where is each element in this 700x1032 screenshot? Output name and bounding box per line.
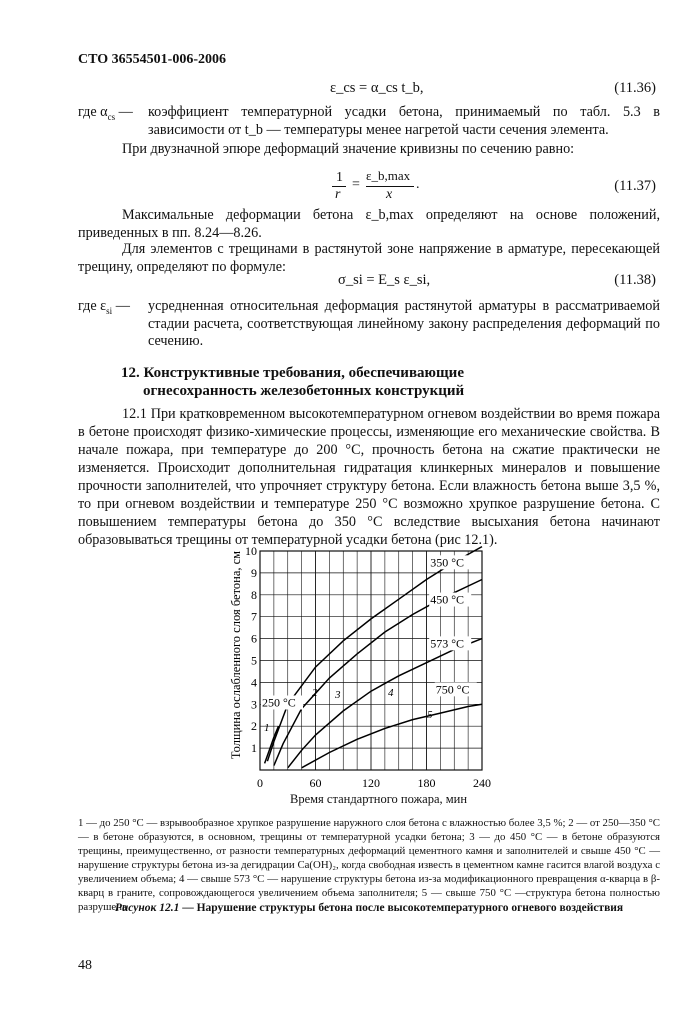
temperature-label-2: 350 °С [430, 555, 465, 570]
section-title-line1: 12. Конструктивные требования, обеспечивающие [121, 365, 464, 381]
epsilon-definition: усредненная относительная деформация растянутой арматуры в рассматриваемой стадии расчета, соответствующая линейному закону распределения деформаций по сечению. [148, 298, 660, 349]
where-label-alpha: где $\alpha_{cs}$ — [78, 104, 133, 122]
figure-caption-legend: 1 — до 250 °С — взрывообразное хрупкое разрушение наружного слоя бетона с влажностью более 3,5 %; 2 — от 250—350 °С — в бетоне образуются, в основном, трещины от температурной усадки бетона; 3 — до 450 °С — в бетоне образуются трещины, преимущественно, от разности температурных деформаций цементного камня и заполнителей и свыше 450 °С — нарушение структуры бетона из-за дегидрации Са(ОН)₂, когда свободная известь в цементном камне гасится влагой воздуха с увеличением объема; 4 — свыше 573 °С — нарушение структуры бетона из-за модификационного превращения α-кварца в β-кварц в граните, сопровождающегося увеличением объема заполнителя; 5 — свыше 750 °С —структура бетона полностью разрушена [78, 817, 660, 913]
paragraph-12-1: 12.1 При кратковременном высокотемпературном огневом воздействии во время пожара в бетоне происходят физико-химические процессы, изменяющие его механические свойства. В начале пожара, при температуре до 200 °С, прочность бетона на сжатие практически не изменяется. Происходит дополнительная гидратация клинкерных минералов и повышение прочности заполнителей, что упрочняет структуру бетона. Если влажность бетона выше 3,5 %, то при огневом воздействии и температуре 250 °С возможно хрупкое разрушение бетона. С повышением температуры бетона до 350 °С вследствие высыхания бетона начинают образовываться трещины от температурной усадки бетона (рис 12.1). [78, 406, 660, 548]
fraction-rhs-denominator: x [386, 187, 393, 202]
temperature-labels [261, 555, 477, 709]
x-tick-label: 240 [473, 776, 491, 790]
where-label-epsilon: где $\varepsilon_{si}$ — [78, 298, 130, 316]
curve-label-2: 2 [312, 687, 318, 699]
figure-12-1-chart [226, 543, 516, 813]
paragraph-cracks: Для элементов с трещинами в растянутой зоне напряжение в арматуре, пересекающей трещину, определяют по формуле: [78, 241, 660, 275]
equation-number-11-38: (11.38) [614, 272, 656, 288]
equation-11-37 [332, 166, 422, 206]
fraction-rhs-numerator: ε_b,max [366, 168, 411, 183]
y-tick-label: 2 [251, 719, 257, 734]
x-tick-label: 0 [257, 776, 263, 790]
y-tick-label: 10 [245, 544, 257, 558]
section-title-line2: огнесохранность железобетонных конструкций [143, 383, 465, 399]
temperature-label-3: 450 °С [430, 592, 465, 607]
y-tick-label: 9 [251, 565, 257, 580]
paragraph-max-deformation: Максимальные деформации бетона ε_b,max определяют на основе положений, приведенных в пп. 8.24—8.26. [78, 207, 660, 241]
y-tick-labels [245, 544, 257, 755]
section-heading [121, 364, 464, 400]
series-line-2 [267, 547, 482, 762]
fraction-lhs-numerator: 1 [336, 170, 343, 185]
y-tick-label: 5 [251, 653, 257, 668]
chart-grid [260, 551, 482, 770]
series-line-5 [302, 704, 482, 768]
temperature-label-4: 573 °С [430, 636, 465, 651]
paragraph-curvature: При двузначной эпюре деформаций значение кривизны по сечению равно: [122, 141, 575, 157]
x-tick-label: 120 [362, 776, 380, 790]
page-number: 48 [78, 958, 92, 973]
y-tick-label: 1 [251, 741, 257, 756]
x-tick-label: 180 [417, 776, 436, 790]
x-tick-labels [257, 776, 491, 790]
figure-title: Рисунок 12.1 — Нарушение структуры бетона после высокотемпературного огневого воздействия [114, 902, 624, 914]
alpha-definition: коэффициент температурной усадки бетона, принимаемый по табл. 5.3 в зависимости от t_b — температуры менее нагретой части сечения элемента. [148, 104, 660, 138]
y-tick-label: 4 [251, 675, 257, 690]
y-axis-label: Толщина ослабленного слоя бетона, см [229, 550, 243, 760]
fraction-lhs-denominator: r [335, 187, 341, 202]
x-axis-label: Время стандартного пожара, мин [290, 792, 468, 806]
equation-number-11-37: (11.37) [614, 178, 656, 194]
document-code-header: СТО 36554501-006-2006 [78, 52, 226, 67]
equation-number-11-36: (11.36) [614, 80, 656, 96]
equation-11-36: ε_cs = α_cs t_b, [330, 80, 424, 96]
y-tick-label: 3 [251, 697, 257, 712]
series-line-3 [274, 580, 482, 766]
equals-sign: = [352, 177, 360, 192]
temperature-label-5: 750 °С [435, 682, 470, 697]
equation-11-38: σ_si = E_s ε_si, [338, 272, 431, 288]
curve-label-5: 5 [427, 709, 433, 721]
y-tick-label: 7 [251, 609, 257, 624]
y-tick-label: 6 [251, 631, 257, 646]
x-tick-label: 60 [309, 776, 322, 790]
equation-period: . [416, 177, 420, 192]
y-tick-label: 8 [251, 587, 257, 602]
curve-label-3: 3 [335, 689, 341, 701]
curve-label-4: 4 [388, 687, 394, 699]
chart-series [265, 547, 482, 768]
curve-label-1: 1 [264, 722, 270, 734]
temperature-label-1: 250 °С [262, 695, 296, 710]
